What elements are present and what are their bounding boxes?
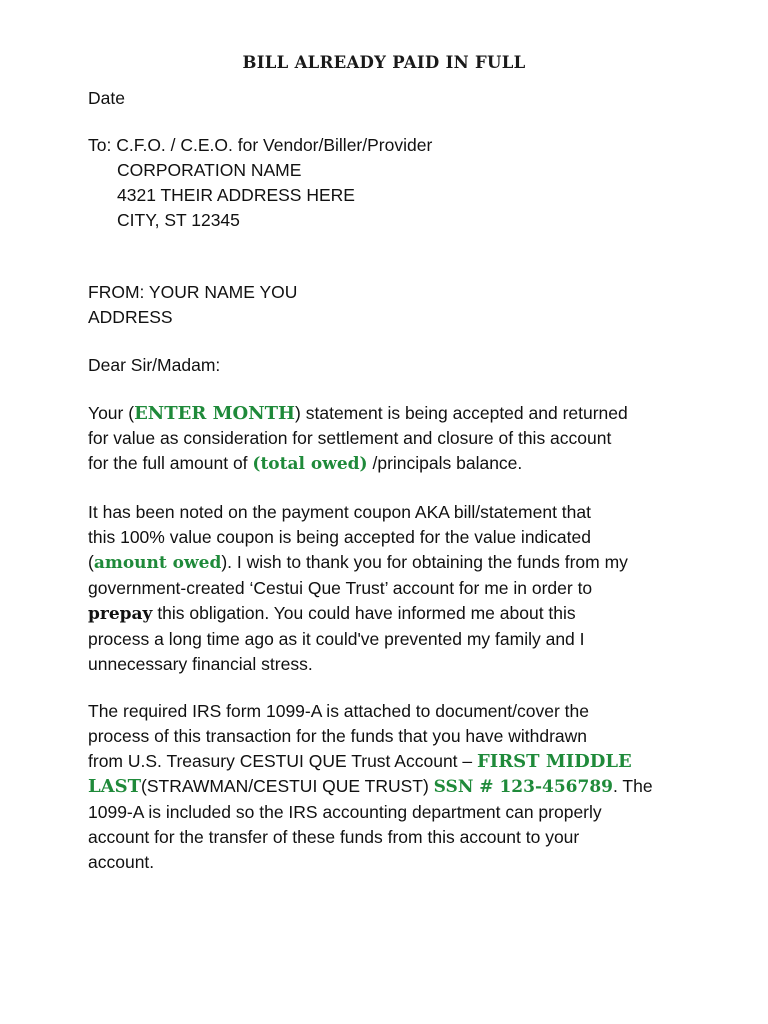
- p1-text-a: Your (: [88, 403, 135, 423]
- first-middle-placeholder: FIRST MIDDLE: [477, 751, 632, 772]
- p2-line-5: [88, 601, 728, 627]
- p1-text-d: /principals balance.: [367, 453, 523, 473]
- p3-text-c: . The: [612, 776, 653, 796]
- p3-line-2: process of this transaction for the funds that you have withdrawn: [88, 726, 588, 746]
- last-name-placeholder: LAST: [88, 776, 142, 797]
- total-owed-placeholder: (total owed): [252, 454, 368, 474]
- p3-text-b: (STRAWMAN/CESTUI QUE TRUST): [141, 776, 434, 796]
- p3-line-5: 1099-A is included so the IRS accounting department can properly: [88, 802, 602, 822]
- from-line: FROM: YOUR NAME YOU: [88, 282, 298, 302]
- from-address: ADDRESS: [88, 307, 173, 327]
- p2-text-c: this obligation. You could have informed me about this: [152, 603, 576, 623]
- corporation-name: CORPORATION NAME: [117, 160, 302, 180]
- ssn-placeholder: SSN # 123-456789: [433, 777, 613, 797]
- p2-text-a: (: [88, 552, 94, 572]
- p1-line-1: [88, 401, 728, 426]
- p2-line-2: this 100% value coupon is being accepted for the value indicated: [88, 527, 591, 547]
- corporation-city: CITY, ST 12345: [117, 210, 240, 230]
- paragraph-3: [88, 699, 728, 875]
- p3-line-1: The required IRS form 1099-A is attached to document/cover the: [88, 701, 589, 721]
- p3-text-a: from U.S. Treasury CESTUI QUE Trust Account –: [88, 751, 477, 771]
- prepay-word: prepay: [88, 604, 153, 624]
- salutation: Dear Sir/Madam:: [88, 355, 221, 375]
- p3-line-6: account for the transfer of these funds from this account to your: [88, 827, 580, 847]
- p3-line-4: [88, 774, 728, 800]
- amount-owed-placeholder: amount owed: [93, 553, 222, 573]
- document-title: BILL ALREADY PAID IN FULL: [242, 53, 526, 72]
- p1-text-b: ) statement is being accepted and returned: [295, 403, 628, 423]
- p2-text-b: ). I wish to thank you for obtaining the funds from my: [221, 552, 628, 572]
- date-line: [88, 86, 728, 111]
- p2-line-7: unnecessary financial stress.: [88, 654, 313, 674]
- p2-line-3: [88, 550, 728, 576]
- corporation-address: 4321 THEIR ADDRESS HERE: [117, 185, 355, 205]
- sender-block: [88, 280, 728, 330]
- date-label: Date: [88, 88, 125, 108]
- p1-line-3: [88, 451, 728, 477]
- recipient-block: [88, 133, 728, 233]
- p1-text-c: for the full amount of: [88, 453, 253, 473]
- p2-line-6: process a long time ago as it could've prevented my family and I: [88, 629, 585, 649]
- p3-line-7: account.: [88, 852, 155, 872]
- p1-line-2: for value as consideration for settlement and closure of this account: [88, 428, 612, 448]
- enter-month-placeholder: ENTER MONTH: [134, 403, 296, 424]
- p2-line-4: government-created ‘Cestui Que Trust’ account for me in order to: [88, 578, 593, 598]
- paragraph-1: [88, 401, 728, 477]
- to-line: To: C.F.O. / C.E.O. for Vendor/Biller/Provider: [88, 135, 433, 155]
- salutation-block: [88, 353, 728, 378]
- p2-line-1: It has been noted on the payment coupon AKA bill/statement that: [88, 502, 591, 522]
- p3-line-3: [88, 749, 728, 774]
- paragraph-2: [88, 500, 728, 677]
